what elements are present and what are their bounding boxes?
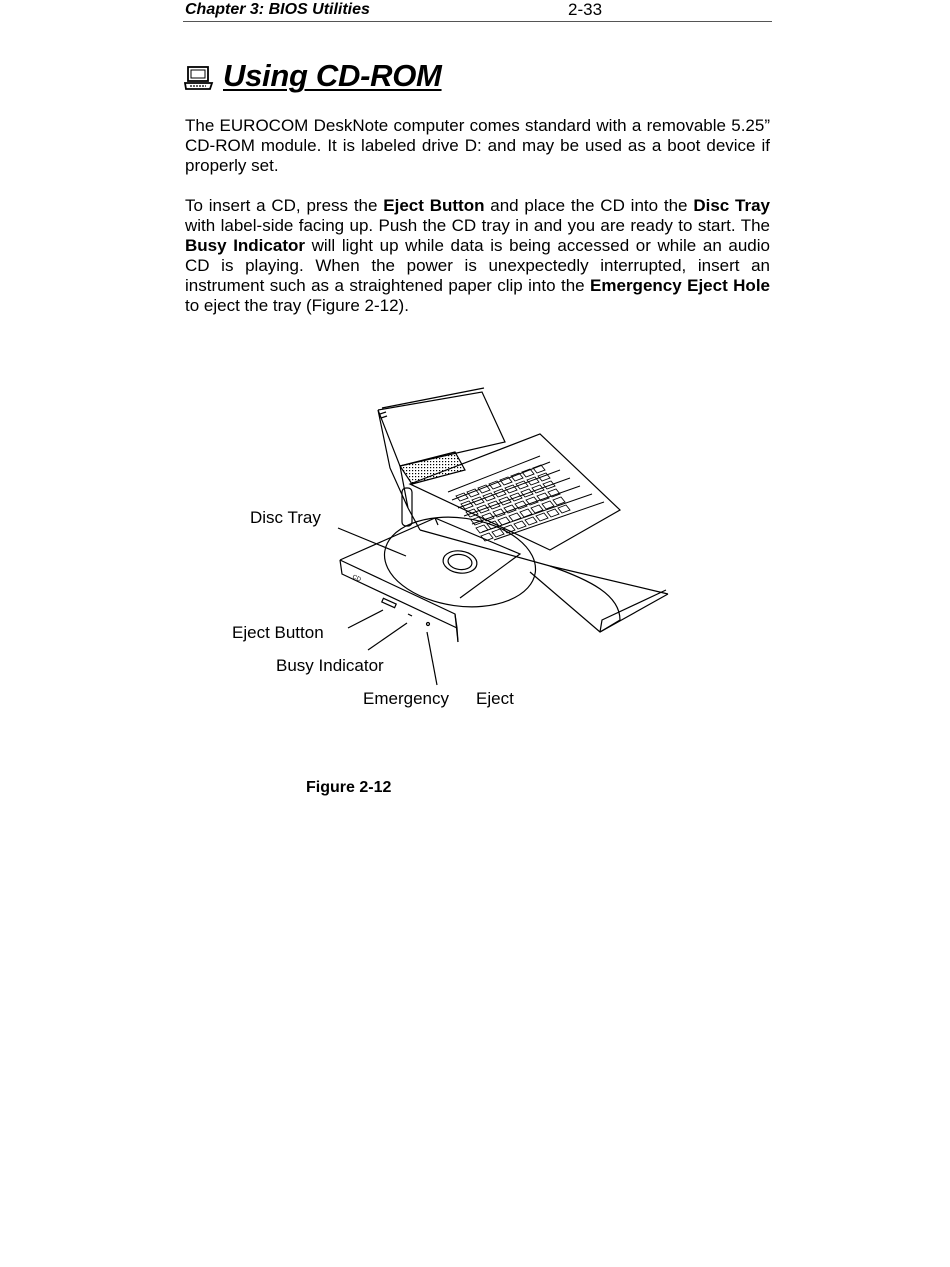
- page-number: 2-33: [568, 0, 603, 19]
- keyboard-key: [492, 529, 504, 537]
- busy-indicator-label: Busy Indicator: [276, 656, 384, 675]
- chapter-title: Chapter 3: BIOS Utilities: [185, 1, 370, 18]
- keyboard-key: [511, 473, 523, 481]
- instructions-paragraph: [185, 196, 770, 316]
- keyboard-key: [476, 525, 488, 533]
- keyboard-key: [498, 517, 510, 525]
- keyboard-key: [547, 509, 559, 517]
- bold-term: Eject Button: [383, 196, 485, 215]
- svg-text:CD: CD: [351, 574, 362, 584]
- disc-tray-label: Disc Tray: [250, 508, 321, 527]
- keyboard-key: [522, 469, 534, 477]
- page-header: [183, 0, 772, 22]
- bold-term: Emergency Eject Hole: [590, 276, 770, 295]
- section-title: Using CD-ROM: [223, 58, 442, 93]
- keyboard-key: [537, 493, 549, 501]
- text-run: To insert a CD, press the: [185, 196, 384, 215]
- keyboard-key: [548, 489, 560, 497]
- emergency-label: Emergency: [363, 689, 449, 708]
- keyboard-key: [558, 505, 570, 513]
- bold-term: Busy Indicator: [185, 236, 305, 255]
- text-run: will light up while data is being accessed or while an audio CD is playing. When the power is unexpectedly interrupted, insert an instrument such as a straightened paper clip into the: [185, 236, 770, 295]
- eject-button-label: Eject Button: [232, 623, 324, 642]
- text-run: to eject the tray (Figure 2-12).: [185, 296, 409, 315]
- bold-term: Disc Tray: [693, 196, 770, 215]
- keyboard-key: [533, 465, 545, 473]
- text-run: The EUROCOM DeskNote computer comes standard with a removable 5.25” CD-ROM module. It is labeled drive D: and may be used as a boot device if properly set.: [185, 116, 770, 175]
- text-run: with label-side facing up. Push the CD tray in and you are ready to start. The: [185, 216, 770, 235]
- keyboard-key: [483, 493, 495, 501]
- figure-caption: Figure 2-12: [306, 779, 392, 796]
- keyboard-key: [494, 489, 506, 497]
- eject-label: Eject: [476, 689, 514, 708]
- text-run: and place the CD into the: [484, 196, 694, 215]
- section-heading: [184, 56, 442, 96]
- keyboard-key: [514, 521, 526, 529]
- laptop-icon: [184, 65, 214, 91]
- keyboard-key: [509, 513, 521, 521]
- keyboard-key: [525, 517, 537, 525]
- cdrom-figure: [220, 380, 690, 720]
- keyboard-key: [536, 513, 548, 521]
- intro-paragraph: [185, 116, 770, 176]
